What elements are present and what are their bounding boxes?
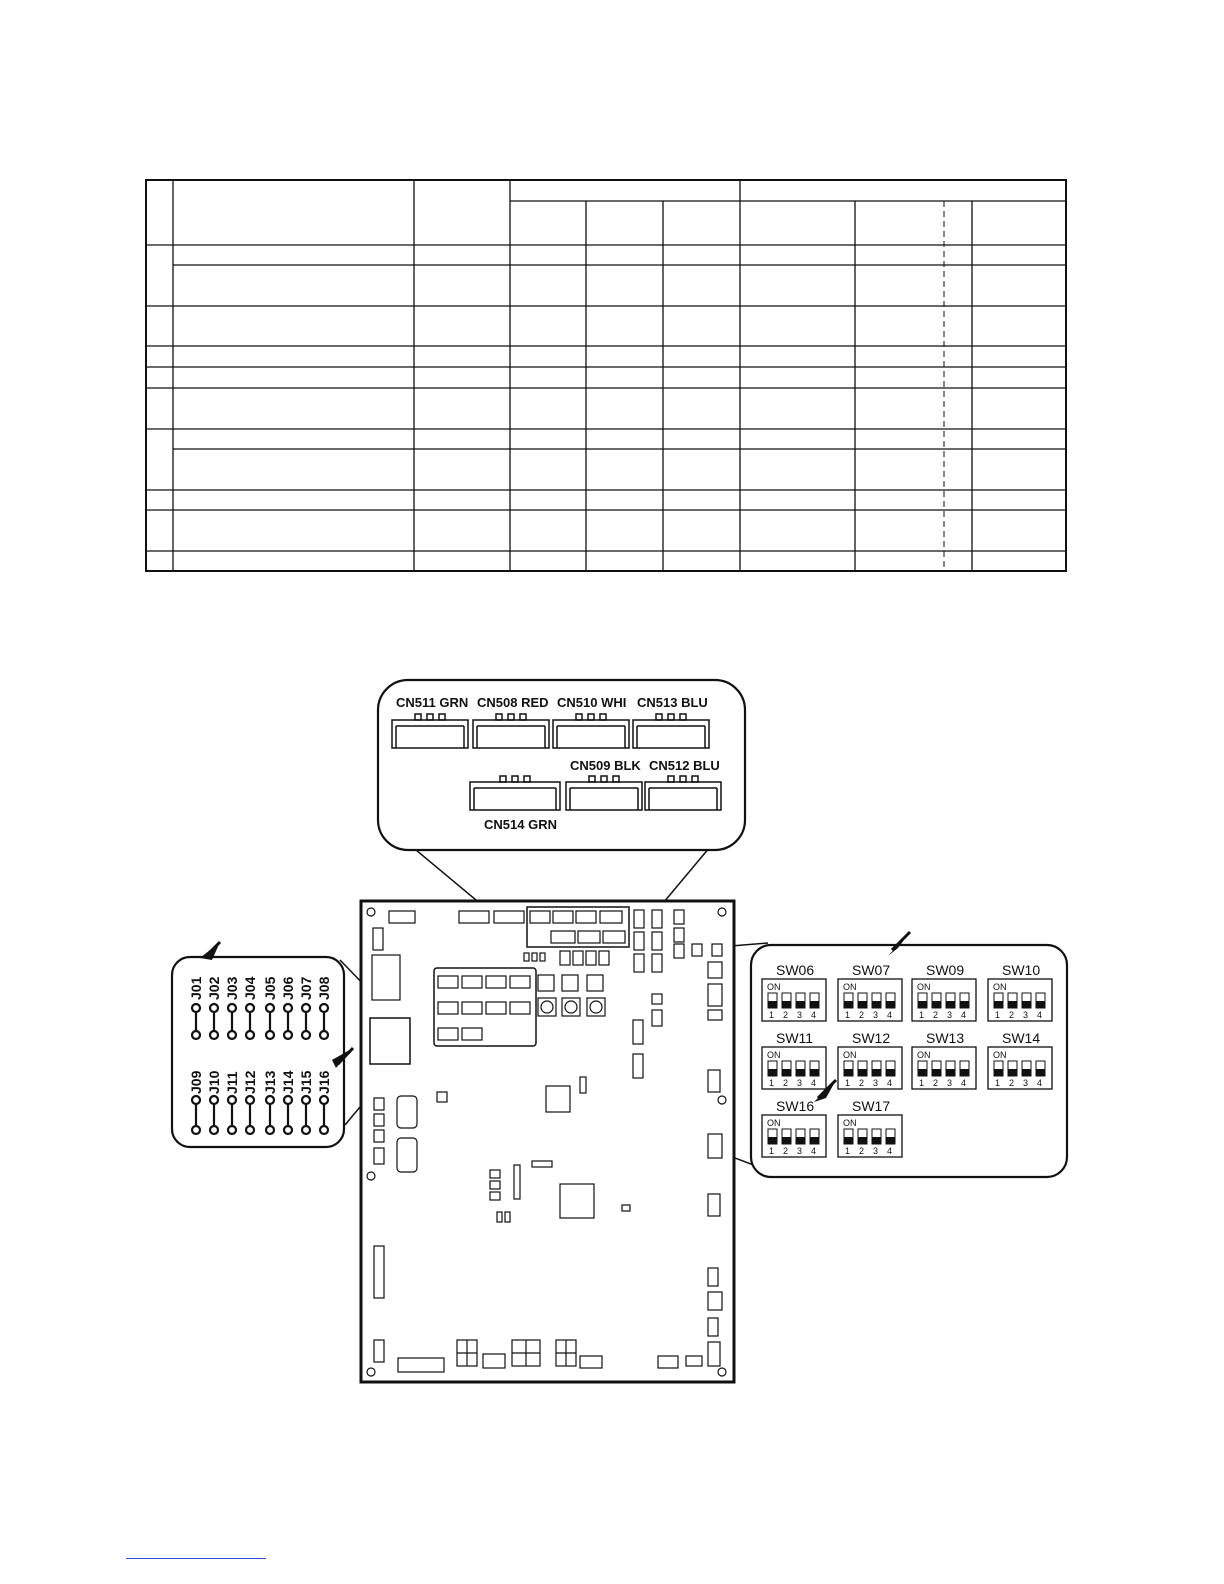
position-label: 3	[1023, 1010, 1029, 1020]
position-label: 1	[845, 1078, 851, 1088]
position-label: 4	[887, 1010, 893, 1020]
position-label: 3	[1023, 1078, 1029, 1088]
position-label: 1	[919, 1078, 925, 1088]
on-label: ON	[993, 982, 1007, 992]
position-label: 2	[783, 1146, 789, 1156]
connector-label: CN510 WHI	[557, 695, 627, 710]
connector-label: CN514 GRN	[484, 817, 557, 832]
connector-label: CN511 GRN	[396, 695, 469, 710]
jumper-label: J13	[262, 1070, 278, 1094]
connector-label: CN508 RED	[477, 695, 549, 710]
on-label: ON	[767, 1118, 781, 1128]
on-label: ON	[843, 1118, 857, 1128]
switch-label: SW09	[926, 962, 965, 978]
position-label: 2	[859, 1078, 865, 1088]
position-label: 1	[995, 1010, 1001, 1020]
jumper-label: J03	[224, 976, 240, 1000]
switch-label: SW07	[852, 962, 891, 978]
jumper-label: J04	[242, 976, 258, 1000]
position-label: 1	[845, 1010, 851, 1020]
position-label: 2	[933, 1078, 939, 1088]
position-label: 1	[995, 1078, 1001, 1088]
position-label: 4	[811, 1146, 817, 1156]
footer-link-line	[126, 1558, 266, 1559]
position-label: 4	[1037, 1078, 1043, 1088]
on-label: ON	[767, 982, 781, 992]
position-label: 3	[947, 1010, 953, 1020]
position-label: 3	[797, 1010, 803, 1020]
connector-label: CN512 BLU	[649, 758, 720, 773]
jumper-label: J05	[262, 976, 278, 1000]
position-label: 4	[961, 1010, 967, 1020]
position-label: 3	[947, 1078, 953, 1088]
position-label: 1	[919, 1010, 925, 1020]
on-label: ON	[917, 1050, 931, 1060]
on-label: ON	[917, 982, 931, 992]
jumper-label: J15	[298, 1070, 314, 1094]
position-label: 2	[1009, 1010, 1015, 1020]
position-label: 3	[797, 1078, 803, 1088]
position-label: 3	[873, 1078, 879, 1088]
jumper-label: J01	[188, 976, 204, 1000]
position-label: 2	[859, 1010, 865, 1020]
on-label: ON	[767, 1050, 781, 1060]
switch-label: SW17	[852, 1098, 891, 1114]
position-label: 3	[873, 1146, 879, 1156]
jumper-label: J07	[298, 976, 314, 1000]
position-label: 2	[1009, 1078, 1015, 1088]
switch-label: SW11	[776, 1030, 814, 1046]
position-label: 2	[783, 1078, 789, 1088]
jumper-label: J10	[206, 1070, 222, 1094]
jumper-label: J06	[280, 976, 296, 1000]
on-label: ON	[843, 982, 857, 992]
position-label: 4	[811, 1078, 817, 1088]
switch-label: SW06	[776, 962, 815, 978]
position-label: 3	[797, 1146, 803, 1156]
position-label: 1	[769, 1010, 775, 1020]
position-label: 2	[859, 1146, 865, 1156]
connector-label: CN513 BLU	[637, 695, 708, 710]
on-label: ON	[993, 1050, 1007, 1060]
jumper-label: J16	[316, 1070, 332, 1094]
jumper-label: J12	[242, 1070, 258, 1094]
position-label: 2	[933, 1010, 939, 1020]
jumper-label: J02	[206, 976, 222, 1000]
position-label: 4	[887, 1078, 893, 1088]
jumper-label: J09	[188, 1070, 204, 1094]
position-label: 2	[783, 1010, 789, 1020]
connector-label: CN509 BLK	[570, 758, 641, 773]
switch-label: SW10	[1002, 962, 1041, 978]
jumper-label: J08	[316, 976, 332, 1000]
position-label: 1	[769, 1146, 775, 1156]
position-label: 4	[1037, 1010, 1043, 1020]
position-label: 4	[811, 1010, 817, 1020]
on-label: ON	[843, 1050, 857, 1060]
position-label: 4	[887, 1146, 893, 1156]
jumper-label: J14	[280, 1070, 296, 1094]
switch-label: SW14	[1002, 1030, 1041, 1046]
position-label: 4	[961, 1078, 967, 1088]
position-label: 1	[845, 1146, 851, 1156]
jumper-label: J11	[224, 1071, 240, 1094]
switch-label: SW13	[926, 1030, 965, 1046]
position-label: 1	[769, 1078, 775, 1088]
switch-label: SW16	[776, 1098, 815, 1114]
switch-label: SW12	[852, 1030, 891, 1046]
position-label: 3	[873, 1010, 879, 1020]
